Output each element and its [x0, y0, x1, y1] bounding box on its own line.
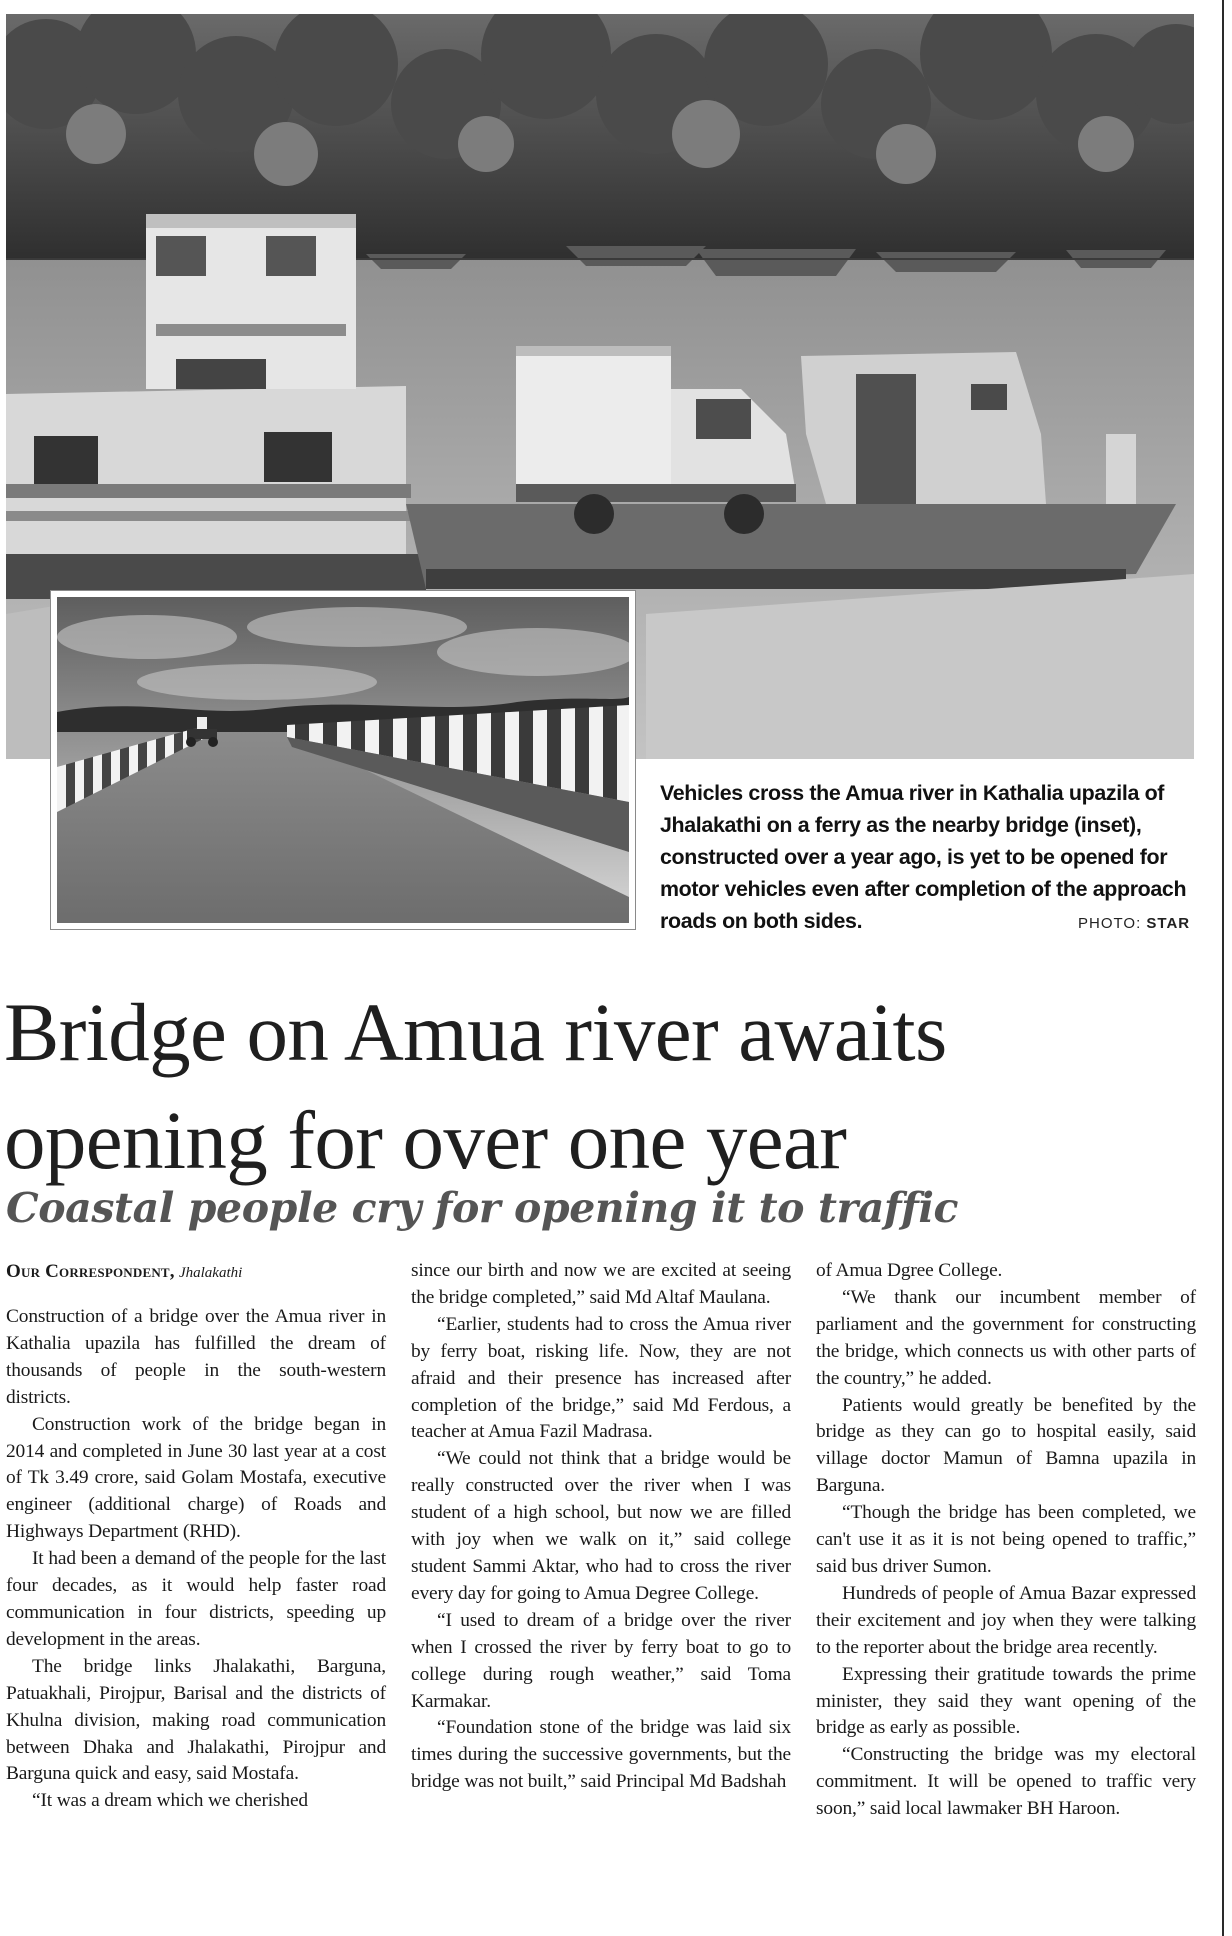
article-column-1: [6, 1304, 386, 1815]
photo-credit-source: STAR: [1146, 915, 1191, 932]
paragraph: The bridge links Jhalakathi, Barguna, Patuakhali, Pirojpur, Barisal and the districts of Khulna division, making road communication between Dhaka and Jhalakathi, Pirojpur and Barguna quick and easy, said Mostafa.: [6, 1655, 386, 1785]
paragraph: “It was a dream which we cherished: [32, 1790, 308, 1812]
paragraph: “We thank our incumbent member of parliament and the government for constructing the bridge, which connects us with other parts of the country,” he added.: [816, 1286, 1196, 1389]
paragraph: Expressing their gratitude towards the prime minister, they said they want opening of the bridge as early as possible.: [816, 1663, 1196, 1739]
paragraph: of Amua Dgree College.: [816, 1260, 1003, 1281]
paragraph: Hundreds of people of Amua Bazar expressed their excitement and joy when they were talking to the reporter about the bridge area recently.: [816, 1582, 1196, 1658]
paragraph: “Foundation stone of the bridge was laid six times during the successive governments, but the bridge was not built,” said Principal Md Badshah: [411, 1717, 791, 1793]
column-rule: [1222, 0, 1224, 1936]
byline: [6, 1260, 400, 1285]
article-column-2: [411, 1258, 791, 1796]
paragraph: “Though the bridge has been completed, we can't use it as it is not being opened to traffic,” said bus driver Sumon.: [816, 1502, 1196, 1577]
paragraph: Construction of a bridge over the Amua river in Kathalia upazila has fulfilled the dream of thousands of people in the south-western districts.: [6, 1306, 386, 1408]
paragraph: “I used to dream of a bridge over the river when I crossed the river by ferry boat to go to college during rough weather,” said Toma Karmakar.: [411, 1609, 791, 1712]
headline: Bridge on Amua river awaits opening for over one year: [4, 986, 947, 1186]
paragraph: since our birth and now we are excited at seeing the bridge completed,” said Md Altaf Maulana.: [411, 1260, 791, 1308]
byline-name: Our Correspondent,: [6, 1261, 175, 1282]
photo-credit: [1078, 915, 1190, 932]
article-column-3: [816, 1258, 1196, 1823]
paragraph: “We could not think that a bridge would be really constructed over the river when I was student of a high school, but now we are filled with joy when we walk on it,” said college student Sammi Aktar, who had to cross the river every day for going to Amua Degree College.: [411, 1448, 791, 1604]
paragraph: Patients would greatly be benefited by the bridge as they can go to hospital easily, said village doctor Mamun of Bamna upazila in Barguna.: [816, 1394, 1196, 1497]
photo-credit-label: PHOTO:: [1078, 915, 1142, 932]
paragraph: It had been a demand of the people for the last four decades, as it would help faster road communication in four districts, speeding up development in the areas.: [6, 1548, 386, 1650]
paragraph: “Constructing the bridge was my electoral commitment. It will be opened to traffic very soon,” said local lawmaker BH Haroon.: [816, 1744, 1196, 1820]
bridge-photo-illustration: [57, 597, 629, 923]
paragraph: “Earlier, students had to cross the Amua river by ferry boat, risking life. Now, they are not afraid and their presence has increased after completion of the bridge,” said Md Ferdous, a teacher at Amua Fazil Madrasa.: [411, 1313, 791, 1443]
byline-place: Jhalakathi: [178, 1265, 243, 1281]
paragraph: Construction work of the bridge began in 2014 and completed in June 30 last year at a cost of Tk 3.49 crore, said Golam Mostafa, executive engineer (additional charge) of Roads and Highways Department (RHD).: [6, 1413, 386, 1543]
inset-photo-bridge: [50, 590, 636, 930]
photo-caption: Vehicles cross the Amua river in Kathalia upazila of Jhalakathi on a ferry as the nearby bridge (inset), constructed over a year ago, is yet to be opened for motor vehicles even after completion of the approach roads on both sides.: [660, 781, 1187, 933]
subheadline: Coastal people cry for opening it to traffic: [6, 1184, 959, 1232]
